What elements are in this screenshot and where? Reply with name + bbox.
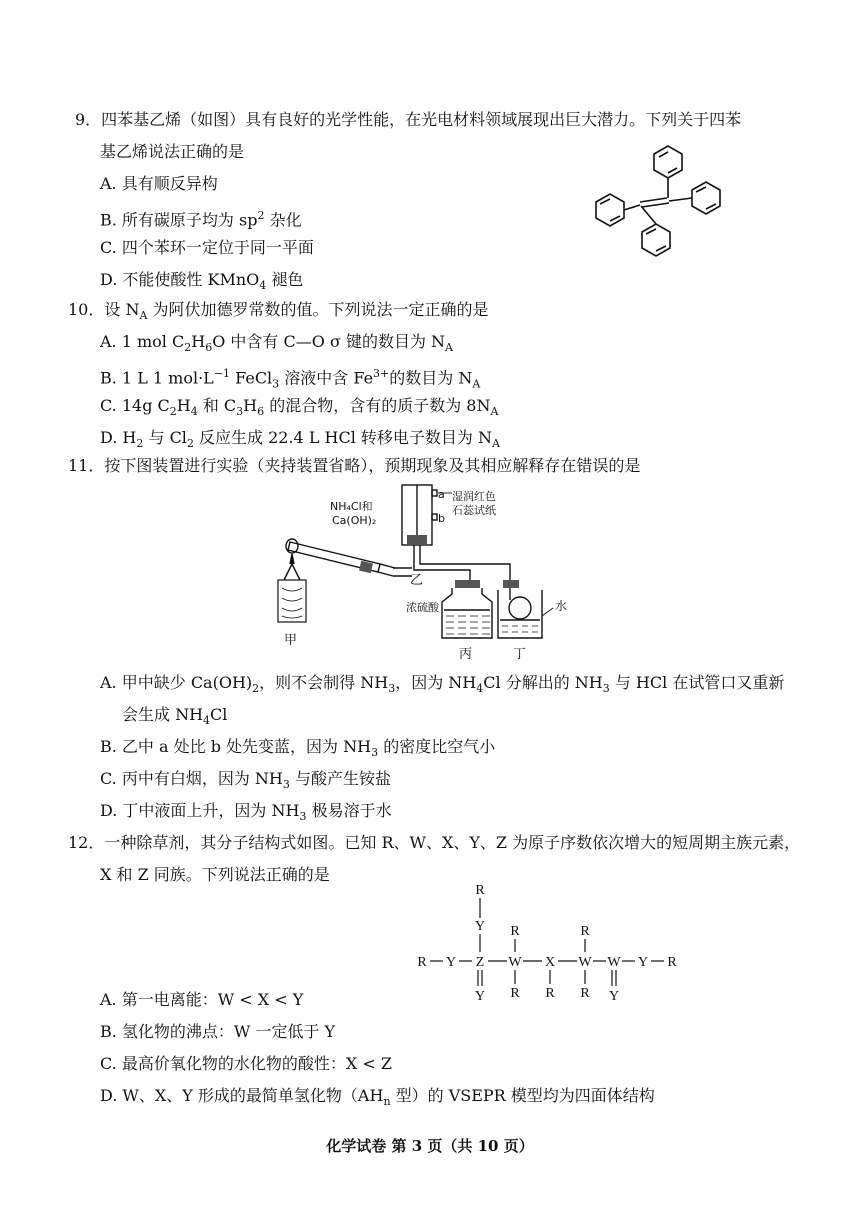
sub: 2 [184,341,192,355]
sub: 2 [136,437,144,451]
atom-r: R [475,883,485,898]
fig-label-water: 水 [555,599,568,613]
ammonia-apparatus-figure [270,480,600,665]
q9-option-a: A. 具有顺反异构 [100,174,218,193]
q9-option-d [100,270,303,296]
fig-label-ding: 丁 [513,647,527,662]
text: D. W、X、Y 形成的最简单氢化物（AH [100,1086,384,1105]
q10-option-c [100,396,498,422]
sub: A [472,377,481,391]
sup: 3+ [373,367,390,380]
text: O 中含有 C—O σ 键的数目为 N [212,332,446,351]
text: 的数目为 N [389,368,473,388]
q9-option-c: C. 四个苯环一定位于同一平面 [100,238,314,257]
text: D. 不能使酸性 KMnO [100,270,260,289]
sub: 2 [252,682,260,696]
q9-stem-line2: 基乙烯说法正确的是 [100,142,245,161]
atom-y: Y [637,955,649,970]
text: H [243,396,258,415]
text: 的密度比空气小 [378,737,496,756]
text: Cl 分解出的 NH [483,673,603,692]
text: B. 1 L 1 mol·L [100,368,214,388]
sub: 3 [236,405,244,419]
q10-stem [68,300,489,326]
sub: 2 [186,437,194,451]
sub: 3 [299,810,307,824]
text: H [191,332,206,351]
text: H [176,396,191,415]
q12-stem-line1: 12．一种除草剂，其分子结构式如图。已知 R、W、X、Y、Z 为原子序数依次增大的短周期主族元素， [68,833,801,852]
text: A. 1 mol C [100,332,185,351]
text: 溶液中含 Fe [279,368,374,388]
atom-y: Y [474,989,486,1004]
text: 极易溶于水 [306,801,392,820]
atom-r: R [510,986,520,1001]
sub: n [383,1095,391,1109]
herbicide-structure [410,880,680,1005]
sup: −1 [213,367,231,380]
q9-option-b [100,206,302,230]
text: 杂化 [264,210,302,230]
q10-option-b [100,364,480,395]
sub: 4 [203,714,211,728]
sub: 6 [257,405,265,419]
atom-y: Y [474,919,486,934]
text: 与酸产生铵盐 [289,769,391,788]
fig-label-b: b [438,512,445,525]
q9-stem-line1: 9．四苯基乙烯（如图）具有良好的光学性能，在光电材料领域展现出巨大潜力。下列关于四苯 [75,110,742,129]
fig-label-yi: 乙 [410,573,424,588]
fig-label-a: a [438,488,445,501]
text: C. 丙中有白烟，因为 NH [100,769,283,788]
text: 与 HCl 在试管口又重新 [609,673,785,692]
sup: 2 [257,209,265,222]
q11-option-d [100,801,392,827]
text: C. 14g C [100,396,170,415]
atom-y: Y [608,989,620,1004]
fig-label-jia: 甲 [284,633,298,648]
sub: 3 [371,746,379,760]
atom-y: Y [445,955,457,970]
q11-option-c [100,769,391,795]
atom-w: W [607,955,621,970]
q12-stem-line2: X 和 Z 同族。下列说法正确的是 [100,865,330,884]
q11-stem: 11．按下图装置进行实验（夹持装置省略），预期现象及其相应解释存在错误的是 [68,456,641,475]
text: 10．设 N [68,300,140,319]
sub: 3 [602,682,610,696]
sub: A [445,341,453,355]
text: ，则不会制得 NH [259,673,389,692]
fig-paper-1: 湿润红色 [452,490,496,503]
fig-label-acid: 浓硫酸 [406,601,439,614]
atom-r: R [580,924,590,939]
text: D. 丁中液面上升，因为 NH [100,801,300,820]
q12-option-c: C. 最高价氧化物的水化物的酸性：X < Z [100,1054,392,1073]
text: 反应生成 22.4 L HCl 转移电子数目为 N [193,428,493,447]
text: 与 Cl [143,428,187,447]
sub: 3 [282,778,290,792]
q11-option-a-line1 [100,673,784,699]
tetraphenylethylene-structure [592,140,732,275]
atom-r: R [510,924,520,939]
atom-z: Z [475,955,485,970]
q11-option-b [100,737,495,763]
text: 的混合物，含有的质子数为 8N [264,396,491,415]
fig-reagent-1: NH₄Cl和 [330,500,373,513]
sub: 4 [259,279,267,293]
fig-reagent-2: Ca(OH)₂ [332,514,377,527]
sub: A [139,309,148,323]
q11-option-a-line2 [122,705,227,731]
atom-r: R [667,955,677,970]
text: ，因为 NH [395,673,477,692]
fig-label-bing: 丙 [459,647,473,662]
text: FeCl [230,368,273,388]
sub: 3 [388,682,396,696]
text: B. 所有碳原子均为 sp [100,210,258,230]
sub: A [490,405,499,419]
text: Cl [210,705,228,724]
q10-option-a [100,332,453,358]
atom-r: R [545,986,555,1001]
text: 褪色 [266,270,304,289]
atom-r: R [417,955,427,970]
sub: A [492,437,500,451]
atom-r: R [580,986,590,1001]
text: D. H [100,428,137,447]
sub: 6 [205,341,213,355]
q12-option-a: A. 第一电离能：W < X < Y [100,990,304,1009]
q10-option-d [100,428,500,454]
sub: 2 [169,405,177,419]
text: A. 甲中缺少 Ca(OH) [100,673,253,692]
sub: 4 [476,682,484,696]
atom-w: W [508,955,522,970]
text: 型）的 VSEPR 模型均为四面体结构 [390,1086,655,1105]
q12-option-b: B. 氢化物的沸点：W 一定低于 Y [100,1022,336,1041]
sub: 4 [190,405,198,419]
page-footer: 化学试卷 第 3 页（共 10 页） [326,1137,534,1155]
text: B. 乙中 a 处比 b 处先变蓝，因为 NH [100,737,372,756]
text: 和 C [197,396,237,415]
text: 会生成 NH [122,705,204,724]
fig-paper-2: 石蕊试纸 [452,504,496,517]
sub: 3 [272,377,280,391]
atom-x: X [544,955,556,970]
text: 为阿伏加德罗常数的值。下列说法一定正确的是 [147,300,489,319]
atom-w: W [578,955,592,970]
q12-option-d [100,1086,655,1112]
